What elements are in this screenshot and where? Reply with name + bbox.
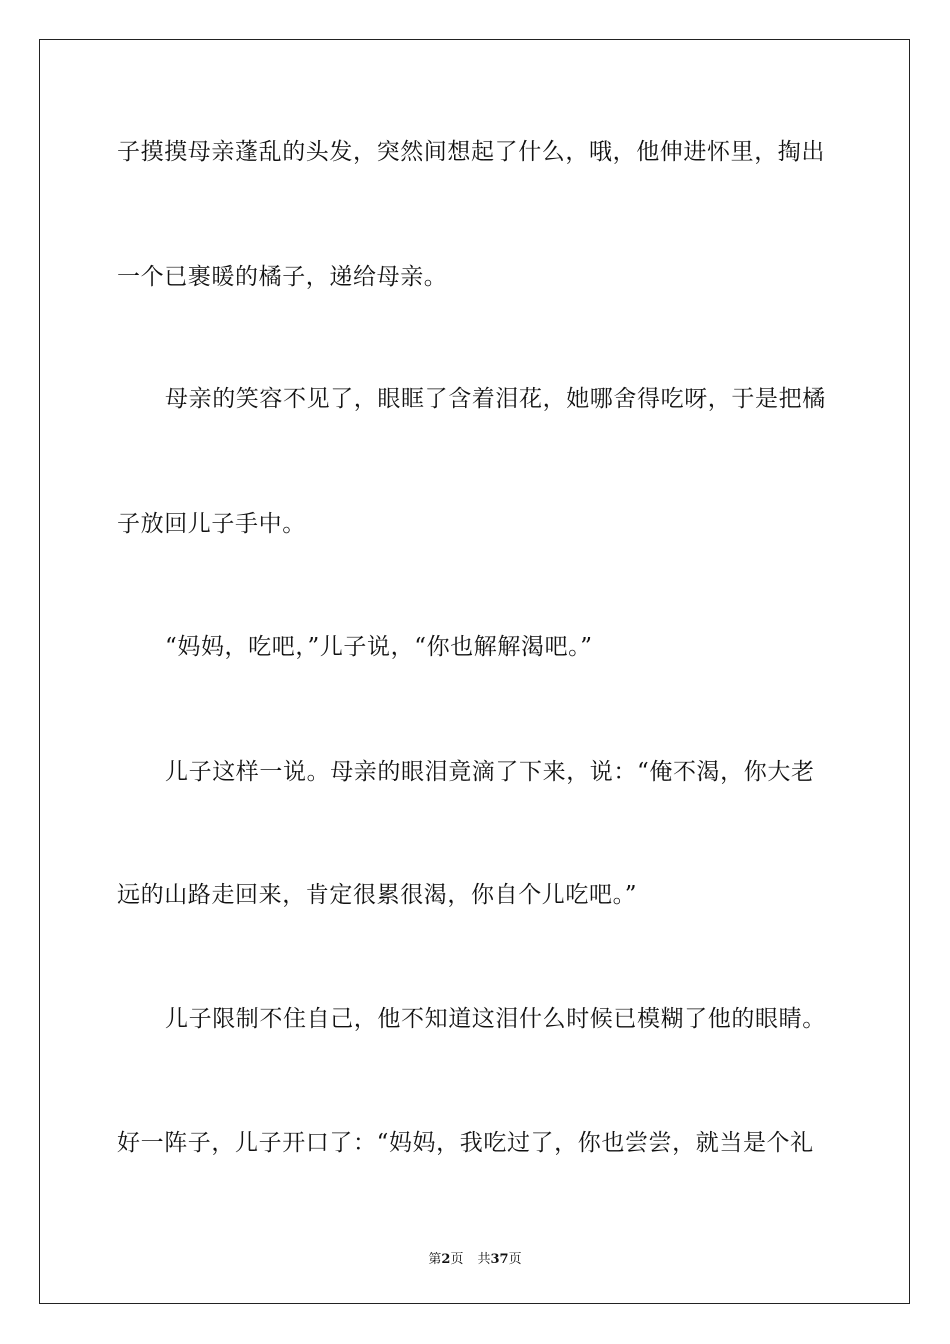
text-line-2: 一个已裹暖的橘子，递给母亲。 — [117, 264, 448, 290]
page-label-prefix: 第 — [428, 1252, 442, 1267]
text-line-1: 子摸摸母亲蓬乱的头发，突然间想起了什么，哦，他伸进怀里，掏出 — [117, 139, 825, 165]
text-line-3: 母亲的笑容不见了，眼眶了含着泪花，她哪舍得吃呀，于是把橘 — [165, 386, 826, 412]
total-label-prefix: 共 — [477, 1252, 491, 1267]
page-border — [39, 39, 910, 1304]
text-line-6: 儿子这样一说。母亲的眼泪竟滴了下来，说：“俺不渴，你大老 — [165, 759, 815, 785]
total-label-suffix: 页 — [508, 1252, 522, 1267]
page-label-suffix: 页 — [450, 1252, 464, 1267]
text-line-8: 儿子限制不住自己，他不知道这泪什么时候已模糊了他的眼睛。 — [165, 1006, 826, 1032]
text-line-4: 子放回儿子手中。 — [117, 511, 306, 537]
page-footer — [0, 1248, 950, 1267]
total-pages: 37 — [490, 1252, 509, 1267]
text-line-7: 远的山路走回来，肯定很累很渴，你自个儿吃吧。” — [117, 882, 638, 908]
page-number: 2 — [441, 1252, 451, 1267]
text-line-5: “妈妈，吃吧，”儿子说，“你也解解渴吧。” — [165, 634, 593, 660]
text-line-9: 好一阵子，儿子开口了：“妈妈，我吃过了，你也尝尝，就当是个礼 — [117, 1130, 814, 1156]
